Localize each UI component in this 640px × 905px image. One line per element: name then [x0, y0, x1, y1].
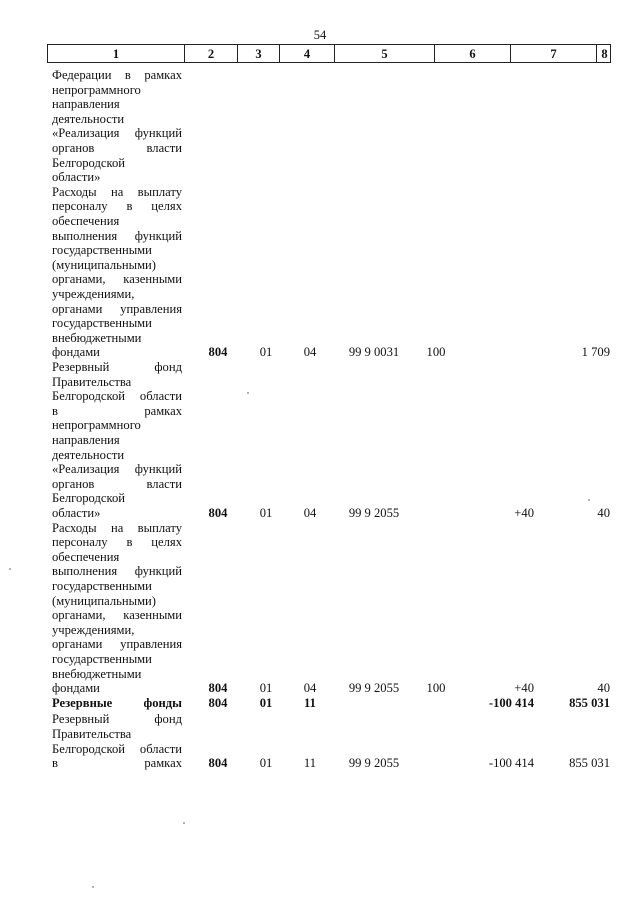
description-line: деятельности — [52, 447, 125, 462]
description-line: государственными — [52, 316, 152, 331]
row-values — [0, 170, 640, 185]
description-line: Белгородской — [52, 155, 125, 170]
description-line: области» — [52, 505, 101, 520]
expense-type-code: 100 — [426, 681, 446, 696]
total-amount: 855 031 — [569, 756, 610, 771]
description-line: «Реализация функций — [52, 462, 182, 477]
scan-speck — [183, 822, 185, 824]
header-col-4: 4 — [280, 45, 335, 62]
target-article-code: 99 9 0031 — [348, 345, 400, 360]
header-col-1: 1 — [48, 45, 185, 62]
row-values — [0, 345, 640, 360]
description-line: органами управления — [52, 301, 182, 316]
description-line: обеспечения — [52, 213, 120, 228]
target-article-code: 99 9 2055 — [348, 756, 400, 771]
expense-type-code: 100 — [426, 345, 446, 360]
header-col-7: 7 — [511, 45, 597, 62]
description-line: Белгородской области — [52, 389, 182, 404]
description-line: органов власти — [52, 476, 182, 491]
description-line: в рамках — [52, 403, 182, 418]
header-col-8: 8 — [601, 47, 608, 61]
description-line: внебюджетными — [52, 666, 142, 681]
description-line: «Реализация функций — [52, 126, 182, 141]
description-line: выполнения функций — [52, 564, 182, 579]
description-line: в рамках — [52, 756, 182, 771]
change-amount: +40 — [514, 681, 534, 696]
description-line: Федерации в рамках — [52, 68, 182, 82]
description-line: выполнения функций — [52, 228, 182, 243]
total-amount: 40 — [597, 681, 610, 696]
ministry-code: 804 — [208, 681, 228, 696]
description-line: внебюджетными — [52, 330, 142, 345]
header-col-3: 3 — [238, 45, 280, 62]
subsection-code: 04 — [303, 506, 317, 520]
description-line: направления — [52, 97, 120, 112]
scan-speck — [92, 886, 94, 888]
subsection-code: 11 — [304, 695, 316, 710]
description-line: персоналу в целях — [52, 199, 182, 214]
total-amount: 1 709 — [581, 345, 610, 360]
description-line: органами, казенными — [52, 272, 182, 287]
description-line: государственными — [52, 243, 152, 258]
page-number: 54 — [313, 28, 327, 42]
scan-speck — [588, 499, 590, 501]
description-line: фондами — [52, 345, 100, 360]
change-amount: +40 — [514, 506, 534, 520]
row-description — [52, 185, 182, 360]
description-line: Белгородской области — [52, 741, 182, 756]
scan-speck — [9, 568, 11, 570]
description-line: органами, казенными — [52, 608, 182, 623]
description-line: учреждениями, — [52, 286, 135, 301]
ministry-code: 804 — [208, 506, 228, 520]
row-description — [52, 521, 182, 696]
subsection-code: 04 — [303, 345, 317, 360]
row-values — [0, 696, 640, 711]
description-line: области» — [52, 170, 101, 185]
change-amount: -100 414 — [488, 695, 534, 710]
description-line: Резервный фонд — [52, 712, 182, 727]
table-header — [47, 44, 611, 63]
description-line: Правительства — [52, 374, 132, 389]
description-line: Расходы на выплату — [52, 184, 182, 199]
description-line: Расходы на выплату — [52, 520, 182, 535]
section-code: 01 — [259, 345, 273, 360]
target-article-code: 99 9 2055 — [348, 506, 400, 520]
section-code: 01 — [259, 506, 273, 520]
description-line: Белгородской — [52, 491, 125, 506]
description-line: учреждениями, — [52, 622, 135, 637]
description-line: непрограммного — [52, 418, 141, 433]
description-line: персоналу в целях — [52, 535, 182, 550]
description-line: Резервный фонд — [52, 360, 182, 374]
ministry-code: 804 — [208, 345, 228, 360]
description-line: органами управления — [52, 637, 182, 652]
row-values — [0, 756, 640, 771]
total-amount: 855 031 — [569, 695, 610, 710]
row-description — [52, 68, 182, 185]
description-line: Резервные фонды — [52, 695, 182, 710]
description-line: (муниципальными) — [52, 257, 156, 272]
description-line: Правительства — [52, 726, 132, 741]
description-line: деятельности — [52, 111, 125, 126]
description-line: фондами — [52, 681, 100, 696]
header-col-5: 5 — [335, 45, 435, 62]
description-line: государственными — [52, 578, 152, 593]
row-values — [0, 506, 640, 521]
description-line: непрограммного — [52, 82, 141, 97]
ministry-code: 804 — [208, 756, 228, 771]
header-col-2: 2 — [185, 45, 238, 62]
description-line: направления — [52, 432, 120, 447]
subsection-code: 11 — [303, 756, 317, 771]
total-amount: 40 — [597, 506, 610, 520]
section-code: 01 — [259, 695, 273, 710]
description-line: (муниципальными) — [52, 593, 156, 608]
description-line: государственными — [52, 651, 152, 666]
description-line: обеспечения — [52, 549, 120, 564]
target-article-code: 99 9 2055 — [348, 681, 400, 696]
subsection-code: 04 — [303, 681, 317, 696]
row-values — [0, 681, 640, 696]
ministry-code: 804 — [208, 695, 228, 710]
row-description — [52, 360, 182, 521]
description-line: органов власти — [52, 140, 182, 155]
section-code: 01 — [259, 681, 273, 696]
header-col-6: 6 — [435, 45, 511, 62]
scan-speck — [247, 392, 249, 394]
change-amount: -100 414 — [488, 756, 534, 771]
section-code: 01 — [259, 756, 273, 771]
